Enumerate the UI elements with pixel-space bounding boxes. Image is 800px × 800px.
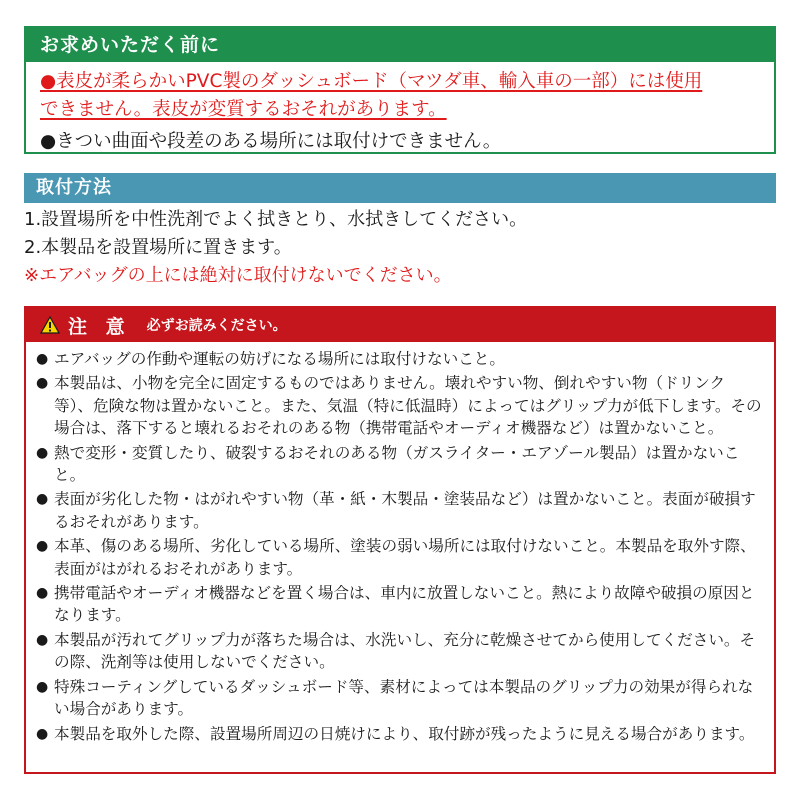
precautions-body	[26, 62, 774, 156]
caution-header	[26, 308, 774, 342]
caution-item: ● エアバッグの作動や運転の妨げになる場所には取付けないこと。	[36, 348, 764, 370]
bullet-icon: ●	[36, 491, 49, 508]
warning-triangle-icon	[40, 316, 60, 334]
install-step-2: 2.本製品を設置場所に置きます。	[24, 237, 292, 258]
caution-item: ● 本製品は、小物を完全に固定するものではありません。壊れやすい物、倒れやすい物（ドリンク等）、危険な物は置かないこと。また、気温（特に低温時）によってはグリップ力が低下します。その場合は、落下すると壊れるおそれのある物（携帯電話やオーディオ機器など）は置かないこと。	[36, 372, 764, 439]
bullet-icon: ●	[36, 725, 49, 742]
bullet-icon: ●	[36, 631, 49, 648]
bullet-icon: ●	[36, 375, 49, 392]
install-steps	[24, 206, 784, 290]
caution-item: ● 携帯電話やオーディオ機器などを置く場合は、車内に放置しないこと。熱により故障や破損の原因となります。	[36, 582, 764, 627]
caution-item: ● 特殊コーティングしているダッシュボード等、素材によっては本製品のグリップ力の効果が得られない場合があります。	[36, 676, 764, 721]
install-title: 取付方法	[24, 173, 776, 203]
caution-subtitle: 必ずお読みください。	[146, 318, 287, 334]
caution-list	[26, 342, 774, 745]
caution-item: ● 本製品が汚れてグリップ力が落ちた場合は、水洗いし、充分に乾燥させてから使用してください。その際、洗剤等は使用しないでください。	[36, 629, 764, 674]
pvc-warning-line-1: ●表皮が柔らかいPVC製のダッシュボード（マツダ車、輸入車の一部）には使用	[40, 71, 703, 92]
caution-item: ● 本革、傷のある場所、劣化している場所、塗装の弱い場所には取付けないこと。本製品を取外す際、表面がはがれるおそれがあります。	[36, 535, 764, 580]
bullet-icon: ●	[36, 444, 49, 461]
bullet-icon: ●	[36, 585, 49, 602]
precautions-box	[24, 26, 776, 154]
caution-title: 注 意	[68, 315, 131, 338]
caution-item: ● 本製品を取外した際、設置場所周辺の日焼けにより、取付跡が残ったように見える場合があります。	[36, 723, 764, 745]
caution-item: ● 熱で変形・変質したり、破裂するおそれのある物（ガスライター・エアゾール製品）は置かないこと。	[36, 442, 764, 487]
bullet-icon: ●	[36, 678, 49, 695]
precautions-title: お求めいただく前に	[26, 28, 774, 62]
install-step-1: 1.設置場所を中性洗剤でよく拭きとり、水拭きしてください。	[24, 209, 528, 230]
caution-box	[24, 306, 776, 774]
airbag-warning: ※エアバッグの上には絶対に取付けないでください。	[24, 265, 452, 286]
curved-surface-note: ●きつい曲面や段差のある場所には取付けできません。	[40, 131, 502, 152]
bullet-icon: ●	[36, 351, 49, 367]
pvc-warning-line-2: できません。表皮が変質するおそれがあります。	[40, 99, 447, 120]
caution-item: ● 表面が劣化した物・はがれやすい物（革・紙・木製品・塗装品など）は置かないこと。表面が破損するおそれがあります。	[36, 488, 764, 533]
bullet-icon: ●	[36, 538, 49, 555]
